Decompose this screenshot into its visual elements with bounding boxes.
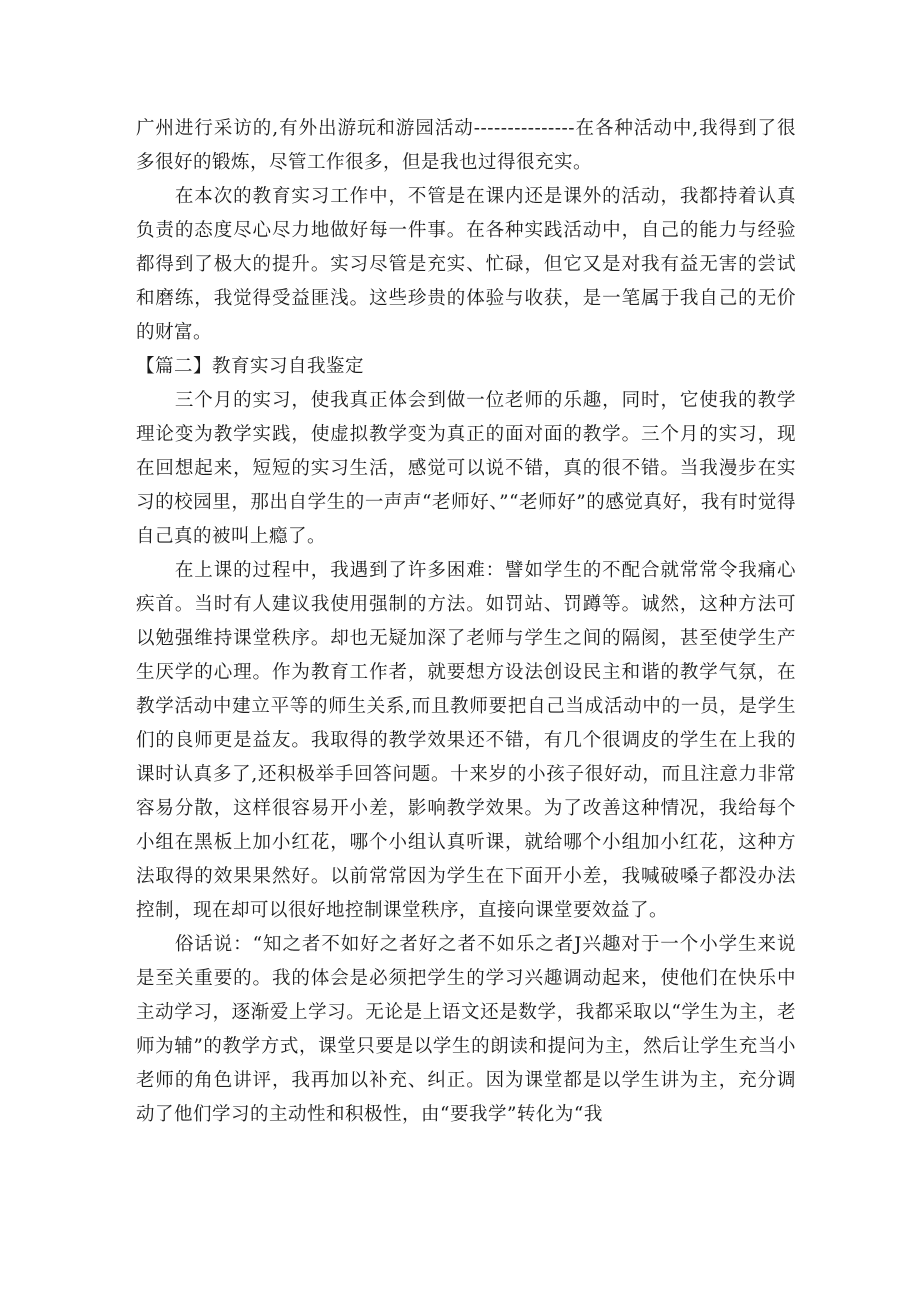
paragraph-internship-summary: 在本次的教育实习工作中，不管是在课内还是课外的活动，我都持着认真负责的态度尽心尽力地做好每一件事。在各种实践活动中，自己的能力与经验都得到了极大的提升。实习尽管是充实、忙碌，但它又是对我有益无害的尝试和磨练，我觉得受益匪浅。这些珍贵的体验与收获，是一笔属于我自己的无价的财富。 (136, 186, 796, 343)
paragraph-classroom-difficulties: 在上课的过程中，我遇到了许多困难：譬如学生的不配合就常常令我痛心疾首。当时有人建议我使用强制的方法。如罚站、罚蹲等。诚然，这种方法可以勉强维持课堂秩序。却也无疑加深了老师与学生之间的隔阂，甚至使学生产生厌学的心理。作为教育工作者，就要想方设法创设民主和谐的教学气氛，在教学活动中建立平等的师生关系,而且教师要把自己当成活动中的一员，是学生们的良师更是益友。我取得的教学效果还不错，有几个很调皮的学生在上我的课时认真多了,还积极举手回答问题。十来岁的小孩子很好动，而且注意力非常容易分散，这样很容易开小差，影响教学效果。为了改善这种情况，我给每个小组在黑板上加小红花，哪个小组认真听课，就给哪个小组加小红花，这种方法取得的效果果然好。以前常常因为学生在下面开小差，我喊破嗓子都没办法控制，现在却可以很好地控制课堂秩序，直接向课堂要效益了。 (136, 560, 796, 921)
paragraph-learning-interest: 俗话说：“知之者不如好之者好之者不如乐之者J兴趣对于一个小学生来说是至关重要的。我的体会是必须把学生的学习兴趣调动起来，使他们在快乐中主动学习，逐渐爱上学习。无论是上语文还是数学，我都采取以“学生为主，老师为辅”的教学方式，课堂只要是以学生的朗读和提问为主，然后让学生充当小老师的角色讲评，我再加以补充、纠正。因为课堂都是以学生讲为主，充分调动了他们学习的主动性和积极性，由“要我学”转化为“我 (136, 934, 796, 1125)
section-heading: 【篇二】教育实习自我鉴定 (136, 356, 365, 377)
paragraph-continuation: 广州进行采访的,有外出游玩和游园活动---------------在各种活动中,我得到了很多很好的锻炼，尽管工作很多，但是我也过得很充实。 (136, 118, 796, 173)
document-body (136, 112, 796, 1132)
paragraph-three-months: 三个月的实习，使我真正体会到做一位老师的乐趣，同时，它使我的教学理论变为教学实践，使虚拟教学变为真正的面对面的教学。三个月的实习，现在回想起来，短短的实习生活，感觉可以说不错，真的很不错。当我漫步在实习的校园里，那出自学生的一声声“老师好、”“老师好”的感觉真好，我有时觉得自己真的被叫上瘾了。 (136, 390, 796, 547)
